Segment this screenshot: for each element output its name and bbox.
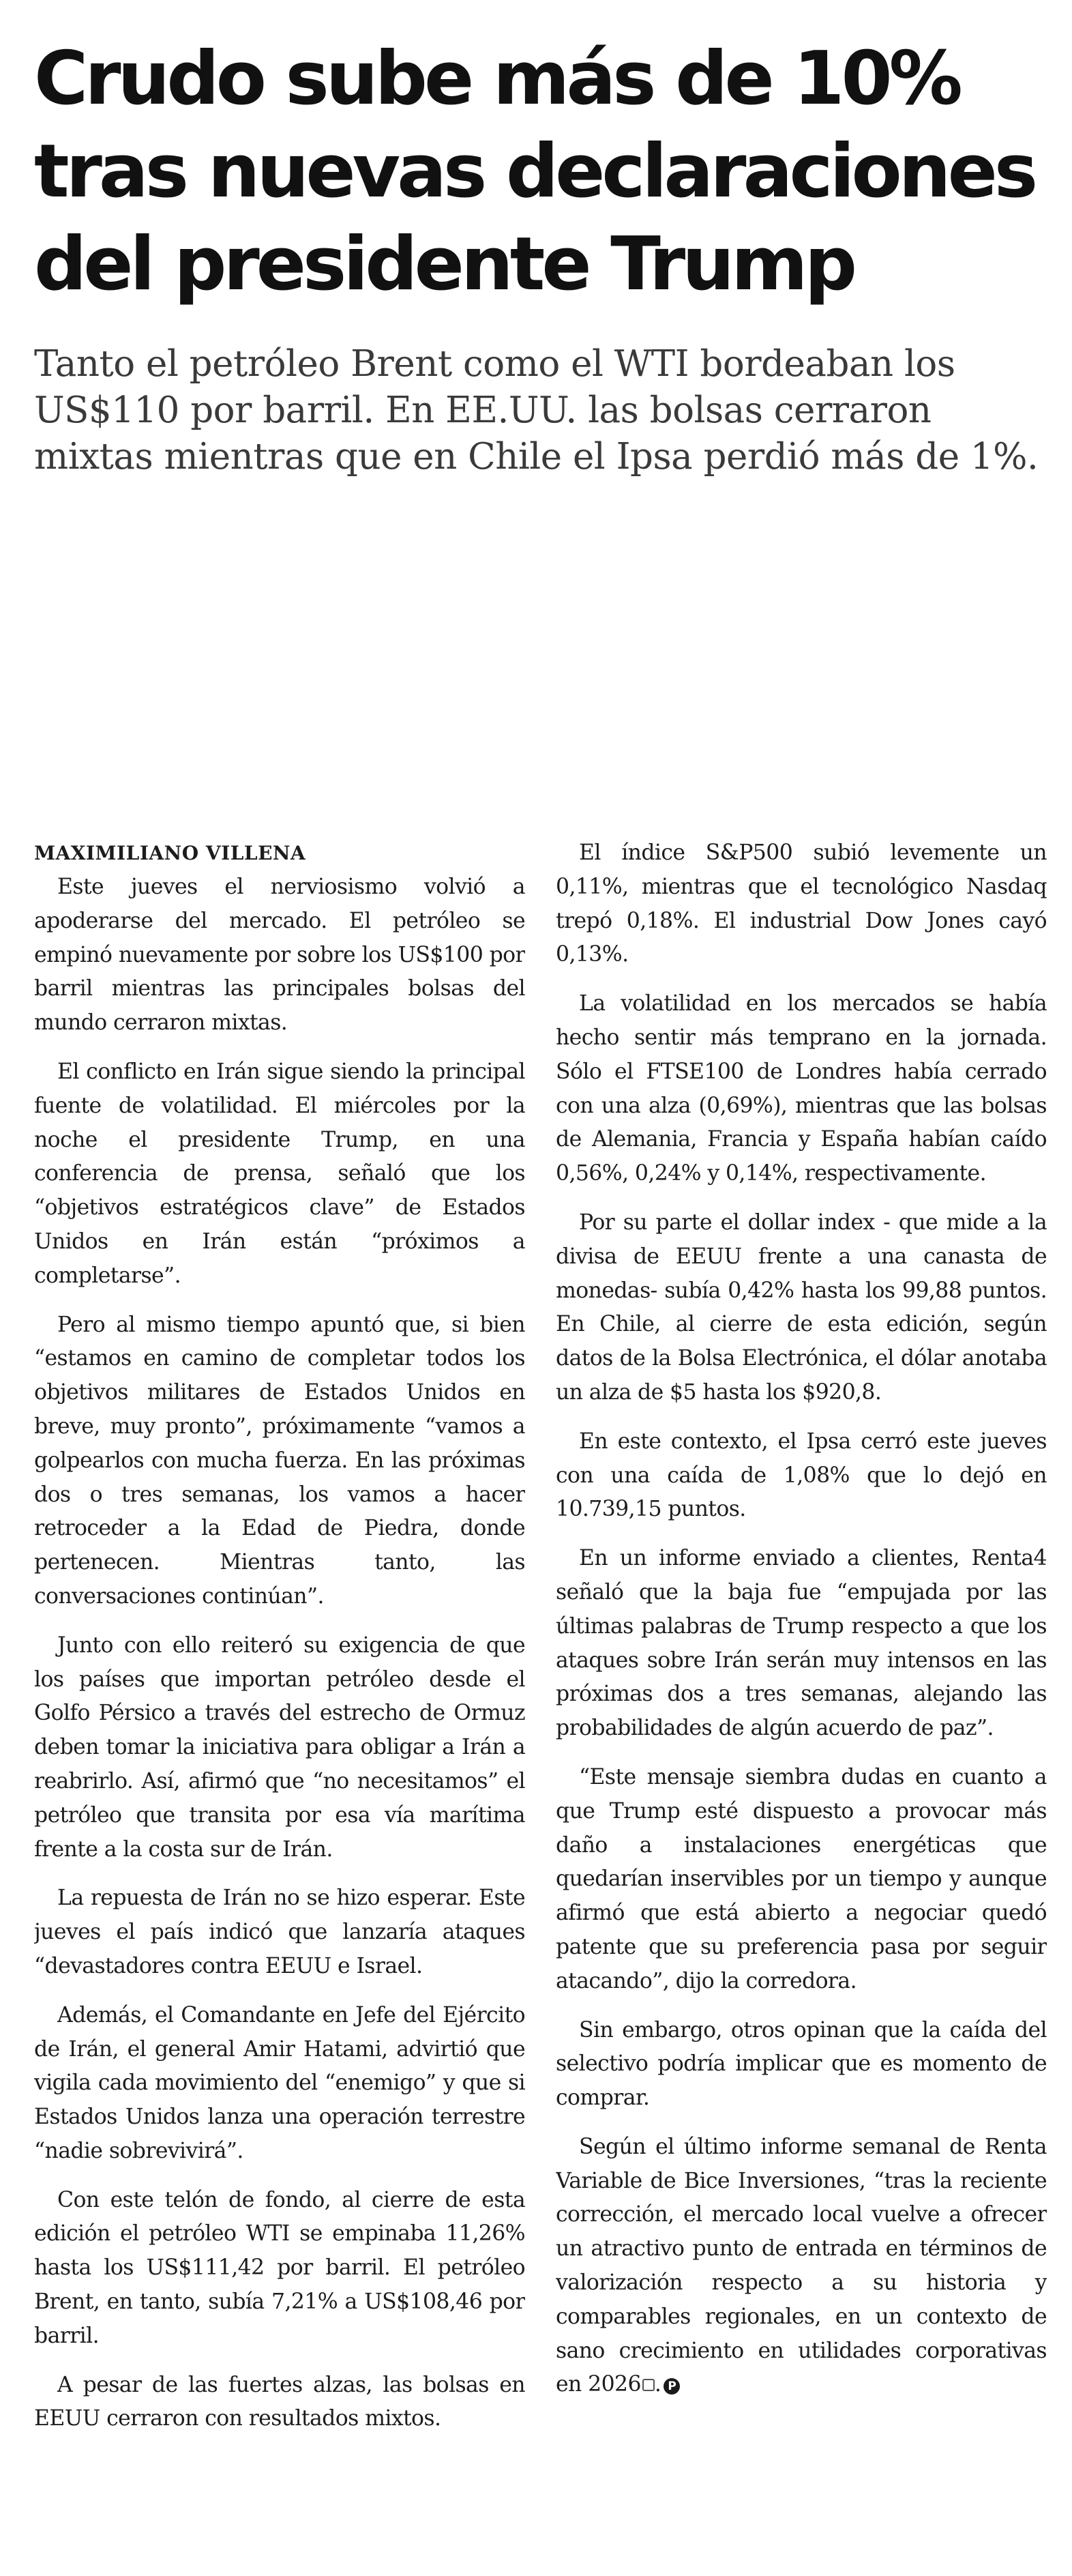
byline: MAXIMILIANO VILLENA <box>34 842 306 864</box>
paragraph: La volatilidad en los mercados se había hecho sentir más temprano en la jornada. Sólo el FTSE100 de Londres había cerrado con una alza (0,69%), mientras que las bolsas de Alemania, Francia y España habían caído 0,56%, 0,24% y 0,14%, respectivamente. <box>556 991 1047 1186</box>
paragraph-last: Según el último informe semanal de Renta Variable de Bice Inversiones, “tras la reciente corrección, el mercado local vuelve a ofrecer un atractivo punto de entrada en términos de valorización respecto a su historia y comparables regionales, en un contexto de sano crecimiento en utilidades corporativas en 2026 . P <box>556 2134 1047 2397</box>
paragraph: Con este telón de fondo, al cierre de esta edición el petróleo WTI se empinaba 11,26% hasta los US$111,42 por barril. El petróleo Brent, en tanto, subía 7,21% a US$108,46 por barril. <box>34 2187 525 2348</box>
article-body <box>34 836 1047 2556</box>
paragraph: Pero al mismo tiempo apuntó que, si bien “estamos en camino de completar todos los objetivos militares de Estados Unidos en breve, muy pronto”, próximamente “vamos a golpearlos con mucha fuerza. En las próximas dos o tres semanas, los vamos a hacer retroceder a la Edad de Piedra, donde pertenecen. Mientras tanto, las conversaciones continúan”. <box>34 1312 525 1609</box>
paragraph: A pesar de las fuertes alzas, las bolsas en EEUU cerraron con resultados mixtos. <box>34 2372 525 2431</box>
headline: Crudo sube más de 10% tras nuevas declaraciones del presidente Trump <box>34 36 1035 307</box>
paragraph: Este jueves el nerviosismo volvió a apoderarse del mercado. El petróleo se empinó nuevamente por sobre los US$100 por barril mientras las principales bolsas del mundo cerraron mixtas. <box>34 875 525 1036</box>
paragraph: Por su parte el dollar index - que mide a la divisa de EEUU frente a una canasta de monedas- subía 0,42% hasta los 99,88 puntos. En Chile, al cierre de esta edición, según datos de la Bolsa Electrónica, el dólar anotaba un alza de $5 hasta los $920,8. <box>556 1210 1047 1405</box>
column-right <box>556 836 1047 2556</box>
paragraph: “Este mensaje siembra dudas en cuanto a que Trump esté dispuesto a provocar más daño a instalaciones energéticas que quedarían inservibles por un tiempo y aunque afirmó que está abierto a negociar quedó patente que su preferencia pasa por seguir atacando”, dijo la corredora. <box>556 1764 1047 1993</box>
paragraph: Además, el Comandante en Jefe del Ejército de Irán, el general Amir Hatami, advirtió que vigila cada movimiento del “enemigo” y que si Estados Unidos lanza una operación terrestre “nadie sobrevivirá”. <box>34 2002 525 2163</box>
paragraph-text: Según el último informe semanal de Renta Variable de Bice Inversiones, “tras la reciente corrección, el mercado local vuelve a ofrecer un atractivo punto de entrada en términos de valorización respecto a su historia y comparables regionales, en un contexto de sano crecimiento en utilidades corporativas en 2026 <box>556 2134 1047 2397</box>
deck: Tanto el petróleo Brent como el WTI bordeaban los US$110 por barril. En EE.UU. las bolsas cerraron mixtas mientras que en Chile el Ipsa perdió más de 1%. <box>34 343 1039 478</box>
paragraph: En este contexto, el Ipsa cerró este jueves con una caída de 1,08% que lo dejó en 10.739,15 puntos. <box>556 1429 1047 1522</box>
paragraph: El conflicto en Irán sigue siendo la principal fuente de volatilidad. El miércoles por la noche el presidente Trump, en una conferencia de prensa, señaló que los “objetivos estratégicos clave” de Estados Unidos en Irán están “próximos a completarse”. <box>34 1059 525 1288</box>
column-left <box>34 836 525 2556</box>
paragraph: La repuesta de Irán no se hizo esperar. Este jueves el país indicó que lanzaría ataques “devastadores contra EEUU e Israel. <box>34 1886 525 1978</box>
end-square-icon <box>642 2379 655 2391</box>
paragraph: El índice S&P500 subió levemente un 0,11%, mientras que el tecnológico Nasdaq trepó 0,18%. El industrial Dow Jones cayó 0,13%. <box>556 840 1047 967</box>
end-of-article-icon: P <box>664 2378 680 2395</box>
paragraph: Sin embargo, otros opinan que la caída del selectivo podría implicar que es momento de comprar. <box>556 2017 1047 2111</box>
paragraph: Junto con ello reiteró su exigencia de que los países que importan petróleo desde el Golfo Pérsico a través del estrecho de Ormuz deben tomar la iniciativa para obligar a Irán a reabrirlo. Así, afirmó que “no necesitamos” el petróleo que transita por esa vía marítima frente a la costa sur de Irán. <box>34 1633 525 1862</box>
paragraph: En un informe enviado a clientes, Renta4 señaló que la baja fue “empujada por las últimas palabras de Trump respecto a que los ataques sobre Irán serán muy intensos en las próximas dos a tres semanas, alejando las probabilidades de algún acuerdo de paz”. <box>556 1546 1047 1741</box>
